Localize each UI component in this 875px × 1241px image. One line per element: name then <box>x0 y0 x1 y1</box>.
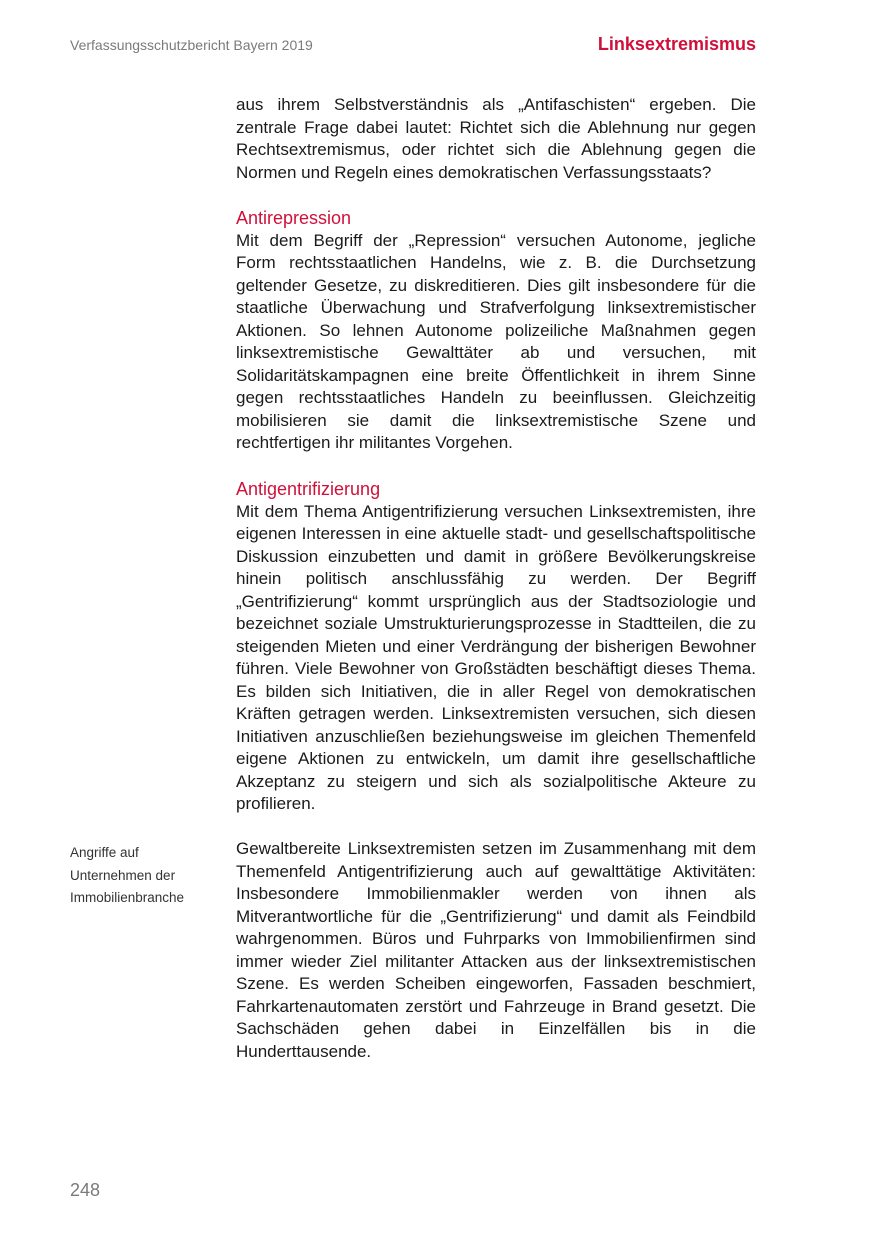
antirepression-section <box>236 207 756 455</box>
antirepression-paragraph: Mit dem Begriff der „Repression“ versuchen Autonome, jegliche Form rechtsstaatlichen Handelns, wie z. B. die Durchsetzung geltender Gesetze, zu diskreditieren. Dies gilt insbesondere für die staatliche Überwachung und Strafverfolgung linksextremistischer Aktionen. So lehnen Autonome polizeiliche Maßnahmen gegen linksextremistische Gewalttäter ab und versuchen, mit Solidaritätskampagnen eine breite Öffentlichkeit in ihrem Sinne gegen rechtsstaatliches Handeln zu beeinflussen. Gleichzeitig mobilisieren sie damit die linksextremistische Szene und rechtfertigen ihr militantes Vorgehen. <box>236 230 756 452</box>
intro-section <box>236 94 756 184</box>
antigentrifizierung-paragraph: Mit dem Thema Antigentrifizierung versuchen Linksextremisten, ihre eigenen Interessen in eine aktuelle stadt- und gesellschaftspolitische Diskussion einzubetten und damit in größere Bevölkerungskreise hinein politisch anschlussfähig zu werden. Der Begriff „Gentrifizierung“ kommt ursprünglich aus der Stadtsoziologie und bezeichnet soziale Umstrukturierungsprozesse in Stadtteilen, die zu steigenden Mieten und einer Verdrängung der bisherigen Bewohner führen. Viele Bewohner von Großstädten beschäftigt dieses Thema. Es bilden sich Initiativen, die in aller Regel von demokratischen Kräften getragen werden. Linksextremisten versuchen, sich diesen Initiativen anzuschließen beziehungsweise im gleichen Themenfeld eigene Aktionen zu entwickeln, um damit ihre gesellschaftliche Akzeptanz zu steigern und sich als sozialpolitische Akteure zu profilieren. <box>236 501 756 813</box>
antirepression-heading: Antirepression <box>236 208 352 228</box>
antigentrifizierung-section <box>236 478 756 816</box>
margin-note-line: Unternehmen der <box>70 867 176 883</box>
margin-note <box>70 842 220 910</box>
attacks-paragraph: Gewaltbereite Linksextremisten setzen im Zusammenhang mit dem Themenfeld Antigentrifizierung auch auf gewalttätige Aktivitäten: Insbesondere Immobilienmakler werden von ihnen als Mitverantwortliche für die „Gentrifizierung“ und damit als Feindbild wahrgenommen. Büros und Fuhrparks von Immobilienfirmen sind immer wieder Ziel militanter Attacken aus der linksextremistischen Szene. Es werden Scheiben eingeworfen, Fassaden beschmiert, Fahrkartenautomaten zerstört und Fahrzeuge in Brand gesetzt. Die Sachschäden gehen dabei in Einzelfällen bis in die Hunderttausende. <box>236 839 756 1061</box>
chapter-title: Linksextremismus <box>597 34 756 54</box>
publication-title: Verfassungsschutzbericht Bayern 2019 <box>70 37 313 53</box>
intro-paragraph: aus ihrem Selbstverständnis als „Antifaschisten“ ergeben. Die zentrale Frage dabei lautet: Richtet sich die Ablehnung nur gegen Rechtsextremismus, oder richtet sich die Ablehnung gegen die Normen und Regeln eines demokratischen Verfassungsstaats? <box>236 95 756 182</box>
antigentrifizierung-heading: Antigentrifizierung <box>236 479 381 499</box>
page-number: 248 <box>70 1180 101 1200</box>
page-header <box>70 34 756 58</box>
attacks-section <box>236 838 756 1063</box>
margin-note-line: Angriffe auf <box>70 845 139 860</box>
margin-note-line: Immobilienbranche <box>70 890 185 905</box>
